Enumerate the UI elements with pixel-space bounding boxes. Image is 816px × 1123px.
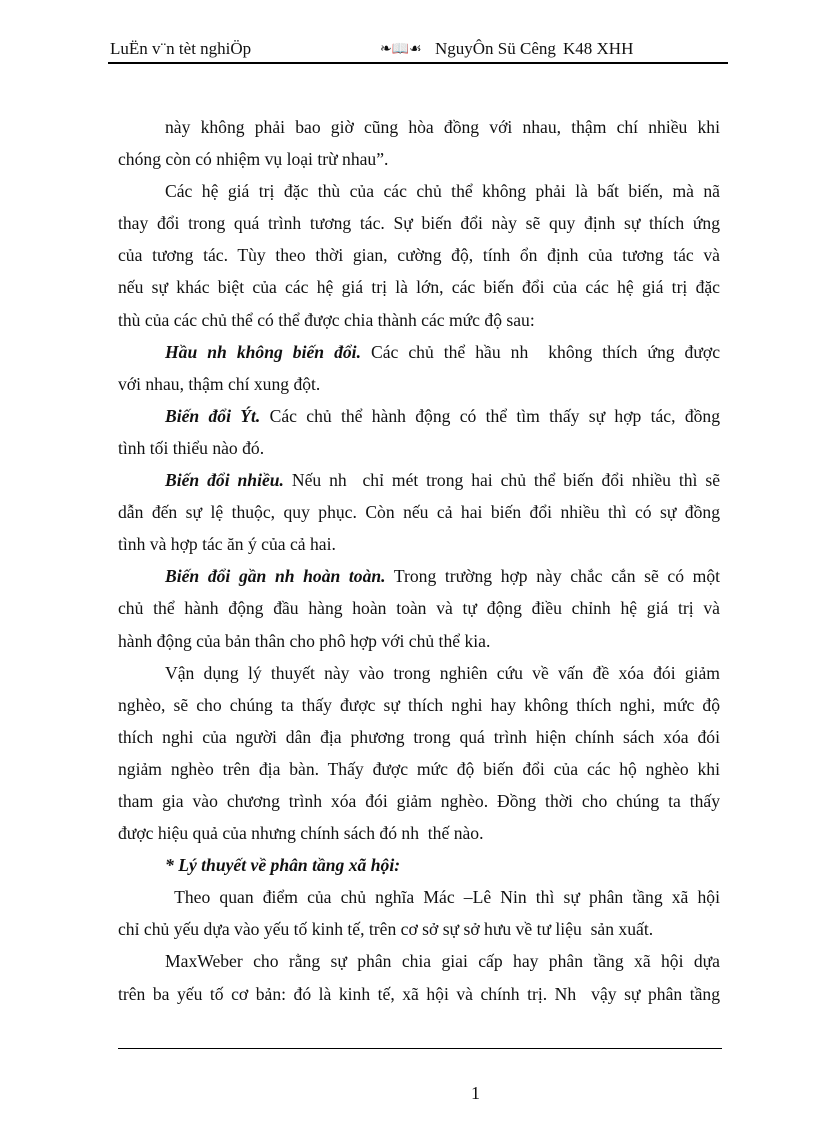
line-text: tình tối thiểu nào đó. (118, 437, 265, 458)
header-title: LuËn v¨n tèt nghiÖp (110, 39, 252, 58)
text-line (118, 403, 720, 435)
line-text: này không phải bao giờ cũng hòa đồng với nhau, thậm chí nhiều khi (165, 117, 720, 137)
text-line (118, 435, 720, 467)
text-line (118, 178, 720, 210)
text-line (118, 467, 720, 499)
line-text: Nếu nh chỉ mét trong hai chủ thể biến đổi nhiều thì sẽ (283, 470, 720, 491)
text-line (118, 563, 720, 595)
line-text: dẫn đến sự lệ thuộc, quy phục. Còn nếu cả hai biến đổi nhiều thì có sự đồng (118, 502, 720, 523)
header-class: K48 XHH (563, 39, 634, 58)
text-line (118, 114, 720, 146)
line-text: thích nghi của người dân địa phương trong quá trình hiện chính sách xóa đói (118, 726, 720, 747)
line-text: tham gia vào chương trình xóa đói giảm nghèo. Đồng thời cho chúng ta thấy (118, 790, 720, 811)
line-text: Các chủ thể hành động có thể tìm thấy sự hợp tác, đồng (260, 405, 720, 426)
line-text: chóng còn có nhiệm vụ loại trừ nhau”. (118, 149, 389, 170)
text-line (118, 595, 720, 627)
footer-divider (118, 1048, 722, 1049)
line-text: Vận dụng lý thuyết này vào trong nghiên cứu về vấn đề xóa đói giảm (165, 662, 720, 683)
line-text: Trong trường hợp này chắc cắn sẽ có một (385, 566, 720, 587)
text-line (118, 948, 720, 980)
text-line (118, 756, 720, 788)
line-text: tình và hợp tác ăn ý của cả hai. (118, 534, 336, 555)
text-line (118, 692, 720, 724)
line-text: chỉ chủ yếu dựa vào yếu tố kinh tế, trên cơ sở sự sở hưu về tư liệu sản xuất. (118, 919, 654, 940)
line-text: nếu sự khác biệt của các hệ giá trị là lớn, các biến đổi của các hệ giá trị đặc (118, 277, 720, 298)
text-line (118, 531, 720, 563)
line-text: Các hệ giá trị đặc thù của các chủ thể không phải là bất biến, mà nã (165, 181, 720, 202)
text-line (118, 339, 720, 371)
page-header (108, 36, 728, 64)
line-text: của tương tác. Tùy theo thời gian, cường độ, tính ổn định của tương tác và (118, 245, 720, 266)
text-line (118, 628, 720, 660)
line-text: Theo quan điểm của chủ nghĩa Mác –Lê Nin thì sự phân tầng xã hội (165, 887, 720, 908)
text-line (118, 916, 720, 948)
book-ornament-icon: ❧📖☙ (380, 42, 422, 57)
text-line (118, 820, 720, 852)
bold-italic-lead: * Lý thuyết về phân tầng xã hội: (165, 855, 401, 876)
header-author: NguyÔn Sü Cêng (435, 39, 556, 58)
text-line (118, 852, 720, 884)
document-body (118, 114, 720, 1013)
bold-italic-lead: Hầu nh không biến đổi. (165, 341, 361, 362)
text-line (118, 210, 720, 242)
text-line (118, 788, 720, 820)
bold-italic-lead: Biến đổi nhiều. (165, 470, 284, 491)
text-line (118, 146, 720, 178)
line-text: chủ thể hành động đầu hàng hoàn toàn và tự động điều chỉnh hệ giá trị và (118, 598, 720, 619)
text-line (118, 499, 720, 531)
line-text: được hiệu quả của nhưng chính sách đó nh thế nào. (118, 823, 484, 844)
line-text: MaxWeber cho rằng sự phân chia giai cấp hay phân tầng xã hội dựa (165, 951, 720, 972)
line-text: nghèo, sẽ cho chúng ta thấy được sự thích nghi hay không thích nghi, mức độ (118, 694, 720, 715)
line-text: ngiảm nghèo trên địa bàn. Thấy được mức độ biến đổi của các hộ nghèo khi (118, 758, 720, 779)
page-number: 1 (471, 1083, 480, 1103)
text-line (118, 884, 720, 916)
text-line (118, 724, 720, 756)
text-line (118, 981, 720, 1013)
text-line (118, 371, 720, 403)
bold-italic-lead: Biến đổi gần nh hoàn toàn. (165, 566, 386, 587)
text-line (118, 242, 720, 274)
bold-italic-lead: Biến đổi Ýt. (165, 405, 261, 426)
text-line (118, 660, 720, 692)
line-text: với nhau, thậm chí xung đột. (118, 373, 321, 394)
line-text: trên ba yếu tố cơ bản: đó là kinh tế, xã hội và chính trị. Nh vậy sự phân tầng (118, 983, 720, 1004)
line-text: hành động của bản thân cho phô hợp với chủ thể kia. (118, 630, 491, 651)
line-text: Các chủ thể hầu nh không thích ứng được (360, 341, 720, 362)
line-text: thay đổi trong quá trình tương tác. Sự biến đổi này sẽ quy định sự thích ứng (118, 213, 720, 234)
line-text: thù của các chủ thể có thể được chia thành các mức độ sau: (118, 309, 535, 330)
text-line (118, 307, 720, 339)
text-line (118, 274, 720, 306)
